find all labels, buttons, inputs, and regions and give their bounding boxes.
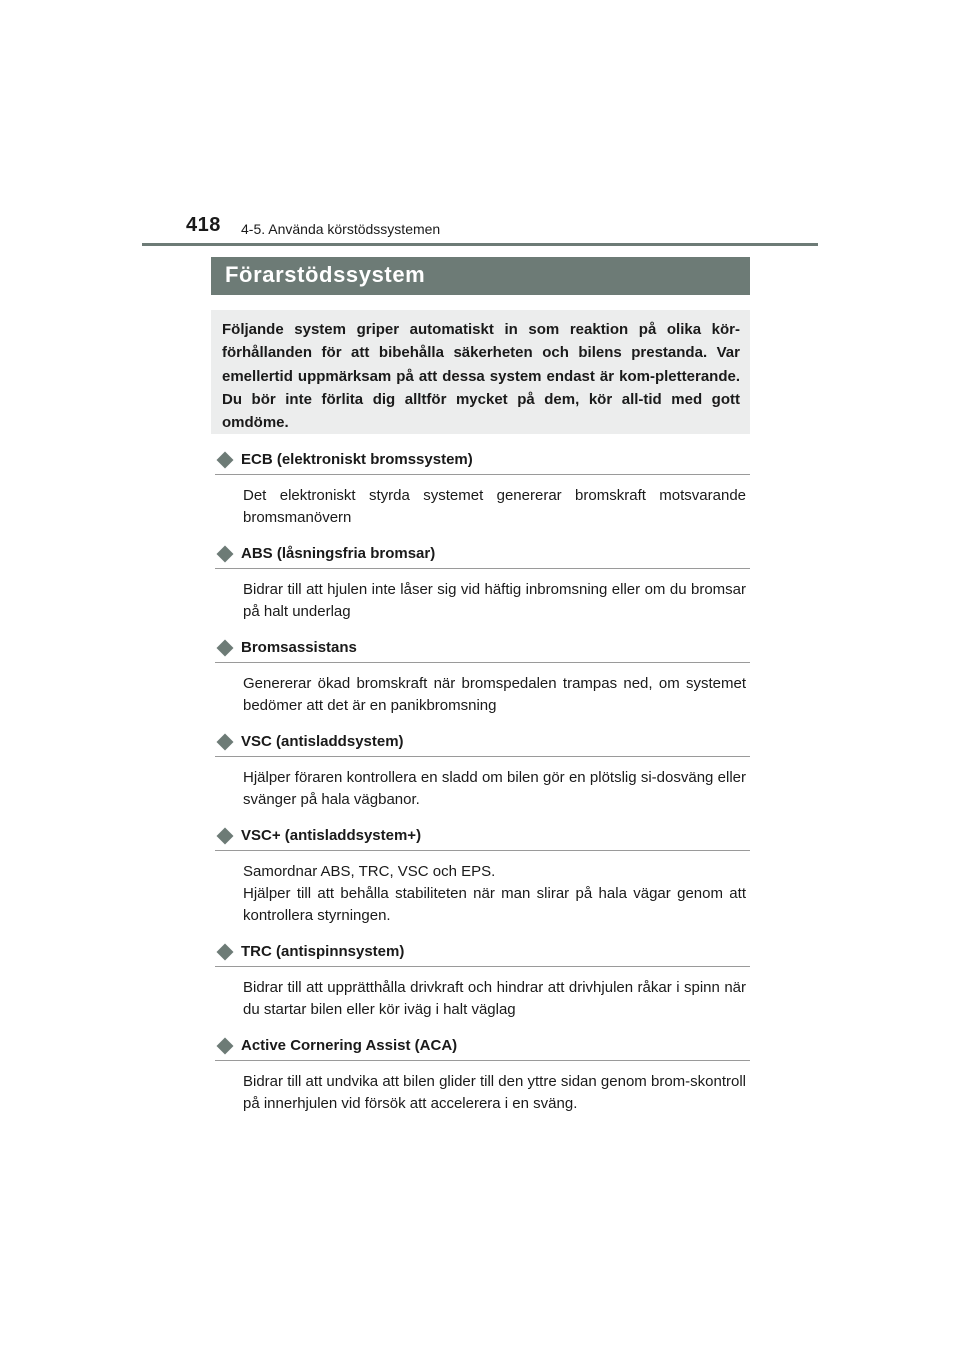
system-item-vsc-plus (215, 824, 750, 927)
chapter-title: 4-5. Använda körstödssystemen (241, 221, 441, 237)
item-description: Bidrar till att undvika att bilen glider till den yttre sidan genom brom-skontroll på innerhjulen vid försök att accelerera i en sväng. (243, 1073, 746, 1112)
item-description-line: Samordnar ABS, TRC, VSC och EPS. (243, 863, 496, 880)
system-item-ecb (215, 448, 750, 529)
intro-box (211, 310, 750, 434)
item-description: Bidrar till att hjulen inte låser sig vid häftig inbromsning eller om du bromsar på halt underlag (243, 581, 746, 620)
item-description (215, 851, 750, 927)
system-item-brake-assist (215, 636, 750, 717)
item-title: VSC+ (antisladdsystem+) (241, 827, 422, 844)
system-list (215, 448, 750, 1128)
item-heading (215, 636, 750, 663)
item-description: Hjälper föraren kontrollera en sladd om bilen gör en plötslig si-dosväng eller svänger på hala vägbanor. (243, 769, 746, 808)
diamond-bullet-icon (217, 639, 234, 656)
item-heading (215, 448, 750, 475)
intro-text: Följande system griper automatiskt in som reaktion på olika kör-förhållanden för att bibehålla säkerheten och bilens prestanda. Var emellertid uppmärksam på att dessa system endast är kom-pletterande. Du bör inte förlita dig alltför mycket på dem, kör all-tid med gott omdöme. (222, 321, 740, 432)
diamond-bullet-icon (217, 943, 234, 960)
section-header-bar (211, 257, 750, 295)
page-number: 418 (186, 214, 221, 236)
system-item-aca (215, 1034, 750, 1115)
item-heading (215, 1034, 750, 1061)
item-title: Bromsassistans (241, 639, 357, 656)
diamond-bullet-icon (217, 545, 234, 562)
diamond-bullet-icon (217, 1037, 234, 1054)
header-rule (142, 243, 818, 246)
item-heading (215, 824, 750, 851)
item-description: Det elektroniskt styrda systemet genererar bromskraft motsvarande bromsmanövern (243, 487, 746, 526)
item-description: Bidrar till att upprätthålla drivkraft och hindrar att drivhjulen råkar i spinn när du startar bilen eller kör iväg i halt väglag (243, 979, 746, 1018)
diamond-bullet-icon (217, 451, 234, 468)
system-item-abs (215, 542, 750, 623)
section-title: Förarstödssystem (225, 262, 426, 287)
item-title: VSC (antisladdsystem) (241, 733, 404, 750)
item-title: ECB (elektroniskt bromssystem) (241, 451, 473, 468)
item-title: Active Cornering Assist (ACA) (241, 1037, 458, 1054)
system-item-trc (215, 940, 750, 1021)
diamond-bullet-icon (217, 733, 234, 750)
system-item-vsc (215, 730, 750, 811)
diamond-bullet-icon (217, 827, 234, 844)
item-heading (215, 940, 750, 967)
item-heading (215, 730, 750, 757)
item-title: TRC (antispinnsystem) (241, 943, 405, 960)
item-description-line: Hjälper till att behålla stabiliteten när man slirar på hala vägar genom att kontrollera styrningen. (243, 885, 746, 924)
item-description: Genererar ökad bromskraft när bromspedalen trampas ned, om systemet bedömer att det är en panikbromsning (243, 675, 746, 714)
item-title: ABS (låsningsfria bromsar) (241, 545, 436, 562)
item-heading (215, 542, 750, 569)
